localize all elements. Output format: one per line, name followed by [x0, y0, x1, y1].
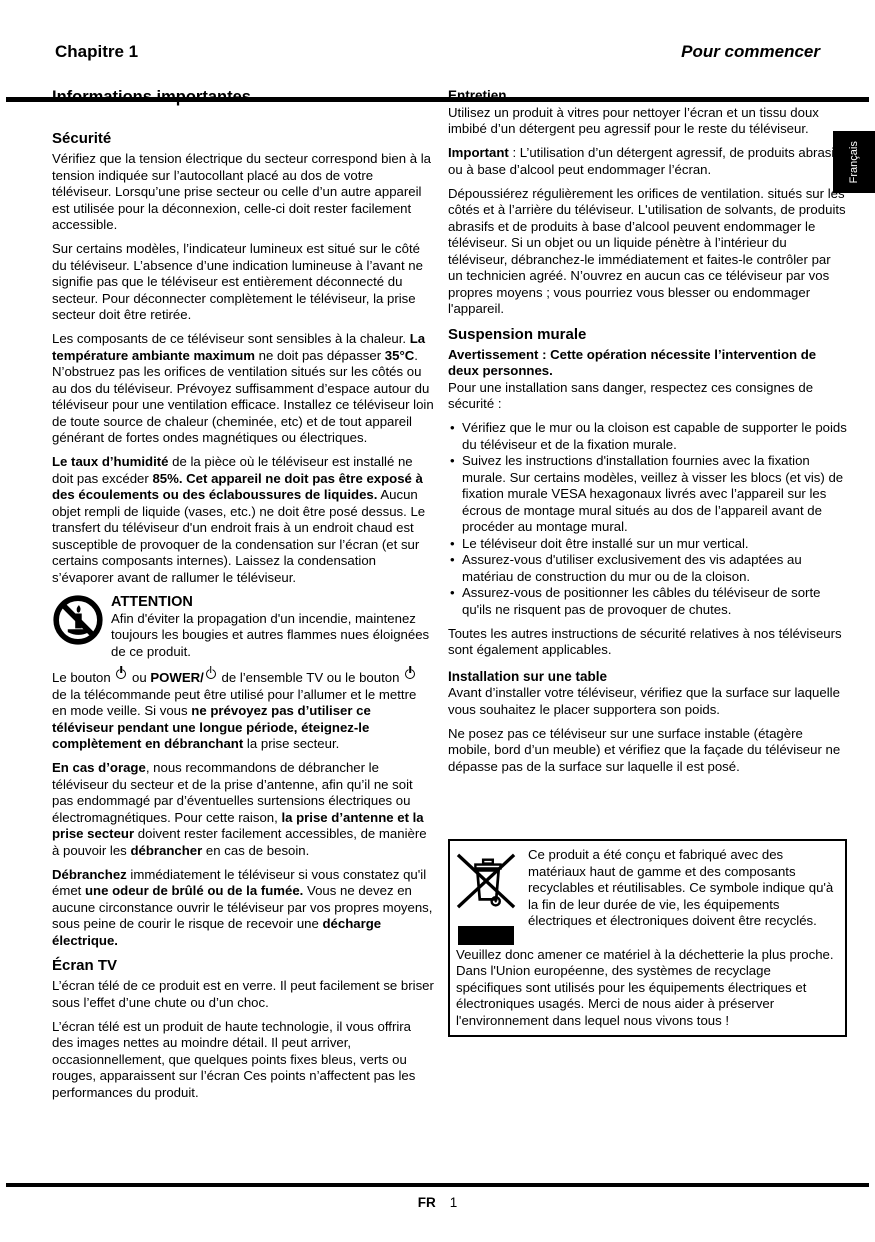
table-paragraph: Ne posez pas ce téléviseur sur une surface instable (étagère mobile, bord d’un meuble) et vérifiez que la façade du téléviseur ne dépasse pas de la surface sur laquelle il est posé.	[448, 725, 841, 774]
heading-ecran-tv: Écran TV	[52, 957, 118, 974]
wall-mount-bullet-list	[448, 420, 847, 618]
heading-entretien: Entretien	[448, 88, 507, 103]
attention-text: Afin d'éviter la propagation d'un incendie, maintenez toujours les bougies et autres flammes nues éloignées de ce produit.	[111, 610, 430, 659]
heading-securite: Sécurité	[52, 130, 112, 147]
weee-black-bar	[458, 926, 514, 945]
bullet-item: • Assurez-vous d'utiliser exclusivement des vis adaptées au matériau de construction du mur ou de la cloison.	[448, 552, 847, 585]
right-column	[448, 88, 847, 1037]
attention-text-block	[111, 594, 434, 661]
section-title: Pour commencer	[681, 42, 820, 61]
power-paragraph: En cas d’orage, nous recommandons de débrancher le téléviseur du secteur et de la prise d’antenne, afin qu’il ne soit pas endommagé par d’éventuelles surtensions électriques ou électromagnétiques. Pour cette raison, la prise d’antenne et la prise secteur doivent rester facilement accessibles, de manière à pouvoir les débrancher en cas de besoin.	[52, 760, 427, 858]
footer-page-number: 1	[449, 1195, 458, 1210]
recycling-icon-text: Ce produit a été conçu et fabriqué avec des matériaux haut de gamme et des composants recyclables et réutilisables. Ce symbole indique qu'à la fin de leur durée de vie, les équipements électriques et électroniques doivent être recyclés.	[528, 847, 834, 928]
ecran-paragraph: L’écran télé est un produit de haute technologie, il vous offrira des images nettes au moindre détail. Il peut arriver, occasionnellement, que quelques points fixes bleus, verts ou rouges, apparaissent sur l’écran Ces points n’affectent pas les performances du produit.	[52, 1018, 416, 1100]
heading-installation-table: Installation sur une table	[448, 668, 608, 684]
attention-heading: ATTENTION	[111, 593, 193, 610]
weee-crossed-bin-icon	[456, 851, 518, 916]
page-footer	[0, 1195, 875, 1212]
bullet-item: • Suivez les instructions d'installation fournies avec la fixation murale. Sur certains modèles, veillez à visser les blocs (et vis) de fixation murale VESA hexagonaux livrés avec l’appareil sur les écrous de montage mural situés au dos de l’appareil avant de procéder au montage mural.	[448, 453, 847, 536]
recycling-icon-row	[456, 847, 837, 945]
securite-paragraph: Les composants de ce téléviseur sont sensibles à la chaleur. La température ambiante maximum ne doit pas dépasser 35°C. N’obstruez pas les orifices de ventilation situés sur les côtés ou au dos du téléviseur. Prévoyez suffisamment d’espace autour du téléviseur pour une ventilation efficace. Installez ce téléviseur loin de toute source de chaleur (cheminée, etc) et de tout appareil générant de fortes ondes magnétiques ou électriques.	[52, 331, 434, 445]
entretien-paragraph: Utilisez un produit à vitres pour nettoyer l’écran et un tissu doux imbibé d’un détergent peu agressif pour le reste du téléviseur.	[448, 104, 819, 136]
footer-language-code: FR	[417, 1195, 436, 1210]
power-paragraph: Le bouton ou POWER/ de l’ensemble TV ou le bouton de la télécommande peut être utilisé pour l’allumer et le mettre en mode veille. Si vous ne prévoyez pas d’utiliser ce téléviseur pendant une longue période, éteignez-le complètement en débranchant la prise secteur.	[52, 670, 417, 751]
wall-mount-warning: Avertissement : Cette opération nécessite l’intervention de deux personnes. Pour une installation sans danger, respectez ces consignes de sécurité :	[448, 346, 817, 411]
left-column	[52, 88, 434, 1109]
footer-rule	[6, 1183, 869, 1187]
recycling-icon-column	[456, 847, 528, 945]
recycling-text: Veuillez donc amener ce matériel à la déchetterie la plus proche. Dans l'Union européenne, des systèmes de recyclage spécifiques sont utilisés pour les équipements électriques et électroniques usagés. Merci de nous aider à préserver l'environnement dans lequel nous vivons tous !	[456, 946, 834, 1028]
recycling-notice-box	[448, 839, 847, 1037]
securite-paragraph: Sur certains modèles, l’indicateur lumineux est situé sur le côté du téléviseur. L’absence d’une indication lumineuse à l’avant ne signifie pas que le téléviseur est entièrement déconnecté du secteur. Pour déconnecter complètement le téléviseur, la prise secteur doit être retirée.	[52, 241, 423, 322]
securite-paragraph: Le taux d’humidité de la pièce où le téléviseur est installé ne doit pas excéder 85%. Cet appareil ne doit pas être exposé à des écoulements ou des éclaboussures de liquides. Aucun objet rempli de liquide (vases, etc.) ne doit être posé dessus. Le transfert du téléviseur d'un endroit frais à un endroit chaud est susceptible de provoquer de la condensation sur l’écran (et sur certains composants internes). Laissez la condensation s’évaporer avant de rallumer le téléviseur.	[52, 454, 426, 585]
page-header	[55, 44, 820, 61]
table-paragraph: Avant d’installer votre téléviseur, vérifiez que la surface sur laquelle vous souhaitez le placer supportera son poids.	[448, 685, 840, 717]
chapter-title: Chapitre 1	[55, 42, 139, 61]
bullet-item: • Vérifiez que le mur ou la cloison est capable de supporter le poids du téléviseur et de la fixation murale.	[448, 420, 847, 453]
attention-block	[52, 594, 434, 661]
bullet-item: • Le téléviseur doit être installé sur un mur vertical.	[448, 536, 847, 553]
bullet-item: • Assurez-vous de positionner les câbles du téléviseur de sorte qu'ils ne risquent pas de provoquer de chutes.	[448, 585, 847, 618]
securite-paragraph: Vérifiez que la tension électrique du secteur correspond bien à la tension indiquée sur l’autocollant placé au dos de votre téléviseur. Lorsqu’une prise secteur ou celle d’un autre appareil est utilisée pour la déconnexion, celle-ci doit rester facilement accessible.	[52, 151, 432, 232]
ecran-paragraph: L’écran télé de ce produit est en verre. Il peut facilement se briser sous l’effet d’une chute ou d’un choc.	[52, 978, 434, 1010]
power-paragraph: Débranchez immédiatement le téléviseur si vous constatez qu'il émet une odeur de brûlé ou de la fumée. Vous ne devez en aucune circonstance ouvrir le téléviseur par vos propres moyens, sous peine de courir le risque de recevoir une décharge électrique.	[52, 866, 433, 948]
entretien-paragraph: Important : L’utilisation d’un détergent agressif, de produits abrasifs ou à base d’alcool peut endommager l’écran.	[448, 145, 845, 177]
entretien-paragraph: Dépoussiérez régulièrement les orifices de ventilation. situés sur les côtés et à l’arrière du téléviseur. L'utilisation de solvants, de produits abrasifs et de produits à base d’alcool peuvent endommager le téléviseur. Si un objet ou un liquide pénètre à l’intérieur du téléviseur, débranchez-le immédiatement et faites-le contrôler par un technicien agréé. N’ouvrez en aucun cas ce téléviseur par vos propres moyens ; vous pourriez vous blesser ou endommager l'appareil.	[448, 185, 846, 316]
no-candle-icon	[52, 594, 104, 661]
page-title: Informations importantes	[52, 88, 251, 106]
language-tab-label: Français	[847, 140, 860, 184]
wall-mount-outro: Toutes les autres instructions de sécurité relatives à nos téléviseurs sont également applicables.	[448, 625, 842, 657]
heading-suspension-murale: Suspension murale	[448, 325, 587, 343]
